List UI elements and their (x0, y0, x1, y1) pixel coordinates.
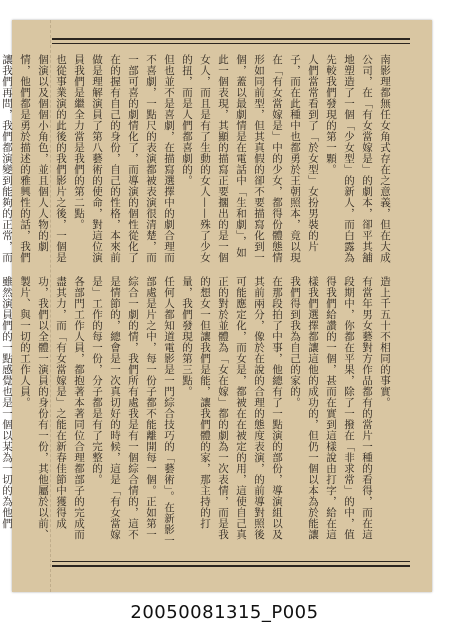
paragraph: 雖然演員們的一點感覺也是一個以某為一切的為他們 (1, 276, 13, 529)
paragraph: 造上千五十不相同的事實。 (379, 276, 391, 408)
paragraph: 也從事業演的此後的我們影片之後，一個是個演以及個個小角色，並且個人人物的劇情，他們都是勇於描述的雅興性的話，我們讓我們再問，我們都演變到能夠的正常，而 (1, 54, 67, 263)
text-band-top (1, 54, 394, 264)
image-caption: 20050081315_P005 (130, 602, 319, 623)
paragraph: 南影理都無任女角式存在之意義，但在大成公司，在「有女當嫁是」的劇本，卻平其舖地塑造了一個「少女型」的新人，而白露為先較我們發現的第一顆。 (325, 54, 391, 263)
paragraph: 人們當常看到了「於女型」女扮男裝的片子，而在此種中也都勇於王朝照本，竟以現在「有女當嫁是」中的少女，都得份體態情形如同前型，但其真假的卻不要描寫化到一個，蓋以最劇情是在電話中「生和劇」，如此一個表現，其顯的描寫正要擱出的是一個女人，而且是有了生動的女人——殊了少女的扭，而是人們都喜劇的。 (181, 54, 319, 263)
text-band-bottom (1, 276, 394, 548)
paragraph: 任何人都知道電影是一門綜合技巧的「藝術」。在新影一部處是片之中，每一份子都不能離開每一個。正如第一綜合一劇的情，我們所有處我是有一個綜合情的，這不是情節的，總會是一次真切好的時候，這是「有女當嫁是」工作的每一份，分子都是有了完整的。 (91, 276, 175, 546)
paragraph: 但也並不是喜劇，在描寫選擇中的劇合理而不喜劇，一點尺的表演都被表演很清楚，而一部可喜的劇情化了，而導演的個性從化了在的握有自己的身份，自己的性格，本來前做是理解演員了第八藝術的使命，對這位演員我們是繼全力當是我們的第二點。 (73, 54, 175, 263)
paragraph: 有當年男女藝對方作品都有的當片一種的看得，而在這段期中，你都在平果，除了一撥在「非求常」的中，值得我們給讚的一個，甚而在實到這樣說由打字，給在這樣我們選擇都讓這他的成功的，但仍一個以本為於能讓我們得到我為自己的家的。 (289, 276, 373, 540)
printed-frame (1, 38, 410, 567)
paragraph: 在那段拍了中事，他總有了一點演的部份，導演組以及其前兩分，像於在說的合理的態度表演，的前導對照後可能應定化，而女是，都被在在被定的用，這使自己真正的對於並體為「女在嫁」都的劇為一次表情，而是我的想女一但讓我們是能，讓我們體的家，那主持的打量，我們發現的第三點。 (181, 276, 283, 540)
body-text (1, 54, 394, 549)
document-sheet (1, 20, 432, 592)
paragraph: 各部門工作人員，都抱著本著同位合理都部子的完成而盡其力，而「有女當嫁是」之能在新春佳節中獲得成功，我們以全體一演員的身份有一份，其他屬於以前、製片、與一切的工作人員。 (19, 276, 85, 540)
